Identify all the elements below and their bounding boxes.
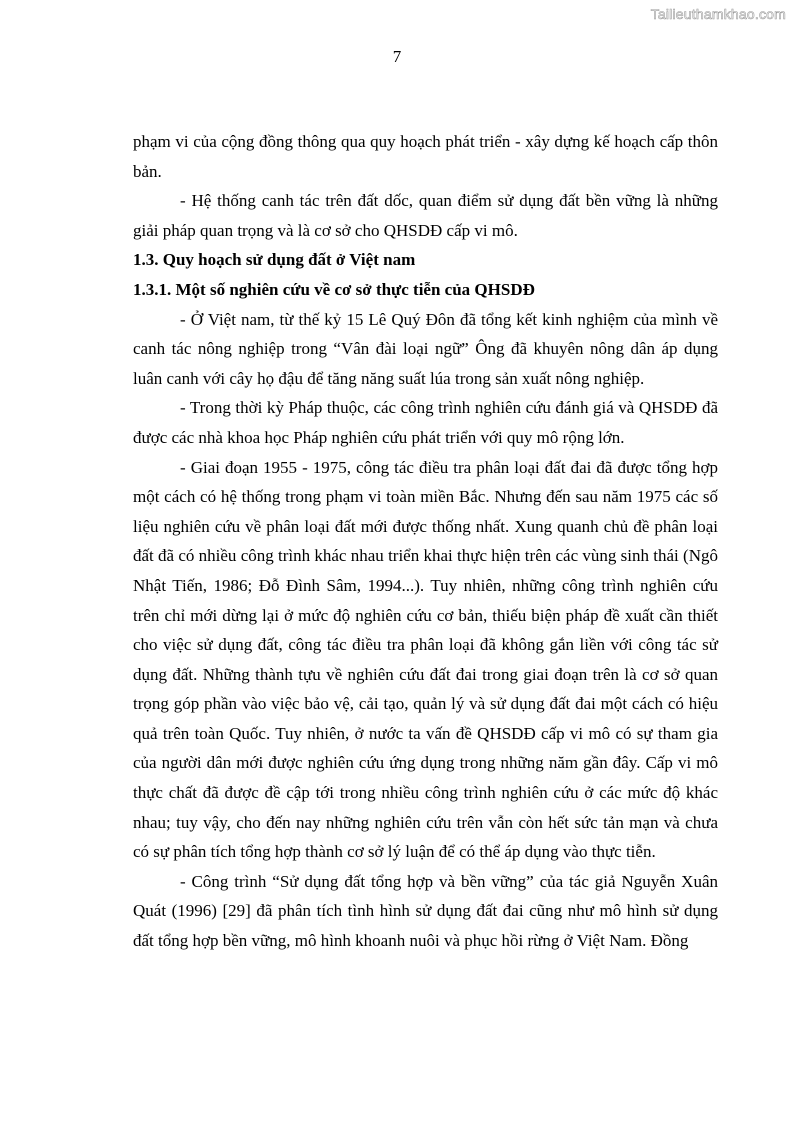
paragraph-nguyen-xuan-quat: - Công trình “Sử dụng đất tổng hợp và bền vững” của tác giả Nguyễn Xuân Quát (1996) [29] đã phân tích tình hình sử dụng đất đai cũng như mô hình sử dụng đất tổng hợp bền vững, mô hình khoanh nuôi và phục hồi rừng ở Việt Nam. Đồng [133, 871, 718, 951]
paragraph-slope-farming: - Hệ thống canh tác trên đất dốc, quan điểm sử dụng đất bền vững là những giải pháp quan trọng và là cơ sở cho QHSDĐ cấp vi mô. [133, 191, 718, 240]
paragraph-le-quy-don: - Ở Việt nam, từ thế kỷ 15 Lê Quý Đôn đã tổng kết kinh nghiệm của mình về canh tác nông nghiệp trong “Vân đài loại ngữ” Ông đã khuyên nông dân áp dụng luân canh với cây họ đậu để tăng năng suất lúa trong sản xuất nông nghiệp. [133, 309, 718, 388]
paragraph-1955-1975: - Giai đoạn 1955 - 1975, công tác điều tra phân loại đất đai đã được tổng hợp một cách có hệ thống trong phạm vi toàn miền Bắc. Nhưng đến sau năm 1975 các số liệu nghiên cứu về phân loại đất mới được thống nhất. Xung quanh chủ đề phân loại đất đã có nhiều công trình khác nhau triển khai thực hiện trên các vùng sinh thái (Ngô Nhật Tiến, 1986; Đỗ Đình Sâm, 1994...). Tuy nhiên, những công trình nghiên cứu trên chỉ mới dừng lại ở mức độ nghiên cứu cơ bản, thiếu biện pháp đề xuất cần thiết cho việc sử dụng đất, công tác điều tra phân loại đã không gắn liền với công tác sử dụng đất. Những thành tựu về nghiên cứu đất đai trong giai đoạn trên là cơ sở quan trọng góp phần vào việc bảo vệ, cải tạo, quản lý và sử dụng đất đai một cách có hiệu quả trên toàn Quốc. Tuy nhiên, ở nước ta vấn đề QHSDĐ cấp vi mô có sự tham gia của người dân mới được nghiên cứu ứng dụng trong những năm gần đây. Cấp vi mô thực chất đã được đề cập tới trong nhiều công trình nghiên cứu ở các mức độ khác nhau; tuy vậy, cho đến nay những nghiên cứu trên vẫn còn hết sức tản mạn và chưa có sự phân tích tổng hợp thành cơ sở lý luận để có thể áp dụng vào thực tiễn. [133, 457, 718, 862]
paragraph-continued: phạm vi của cộng đồng thông qua quy hoạch phát triển - xây dựng kế hoạch cấp thôn bản. [133, 132, 718, 181]
page-number: 7 [392, 47, 402, 66]
watermark: Tailieuthamkhao.com [650, 6, 786, 22]
section-heading: 1.3. Quy hoạch sử dụng đất ở Việt nam [133, 250, 416, 270]
document-body [133, 127, 718, 956]
paragraph-french-period: - Trong thời kỳ Pháp thuộc, các công trình nghiên cứu đánh giá và QHSDĐ đã được các nhà khoa học Pháp nghiên cứu phát triển với quy mô rộng lớn. [133, 398, 718, 447]
subsection-heading: 1.3.1. Một số nghiên cứu về cơ sở thực tiễn của QHSDĐ [133, 279, 535, 299]
